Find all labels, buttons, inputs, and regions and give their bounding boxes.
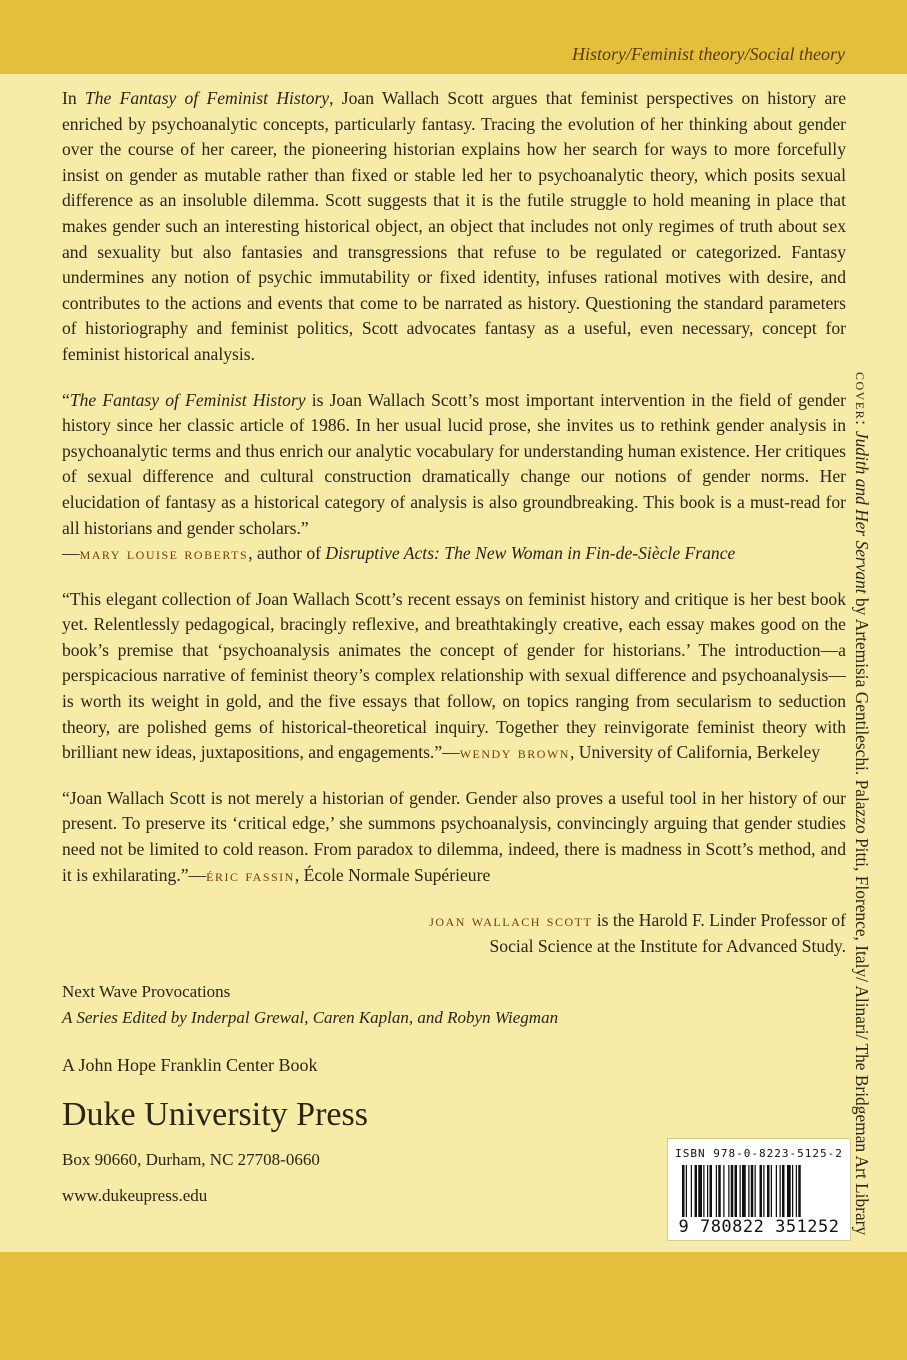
series-info: [62, 979, 846, 1031]
series-editors: A Series Edited by Inderpal Grewal, Caren Kaplan, and Robyn Wiegman: [62, 1008, 559, 1028]
barcode-bar: [686, 1165, 687, 1217]
blurb-attribution: —mary louise roberts, author of Disruptive Acts: The New Woman in Fin-de-Siècle France: [62, 543, 736, 564]
artwork-title: Judith and Her Servant: [852, 430, 872, 594]
barcode-bar: [767, 1165, 770, 1217]
isbn-text: ISBN 978-0-8223-5125-2: [675, 1147, 843, 1160]
isbn-barcode: [667, 1138, 851, 1241]
barcode-bar: [755, 1165, 756, 1217]
author-bio: joan wallach scott is the Harold F. Linder Professor of Social Science at the Institute for Advanced Study.: [429, 910, 846, 956]
barcode-bar: [742, 1165, 746, 1217]
barcode-bar: [723, 1165, 724, 1217]
book-title: The Fantasy of Feminist History: [69, 389, 306, 410]
cover-credit-label: cover:: [852, 372, 872, 427]
barcode-bar: [710, 1165, 713, 1217]
author-name: joan wallach scott: [429, 910, 593, 931]
barcode-bar: [707, 1165, 708, 1217]
series-name: Next Wave Provocations: [62, 982, 231, 1002]
publisher-address: Box 90660, Durham, NC 27708-0660: [62, 1150, 320, 1169]
book-title: The Fantasy of Feminist History: [84, 88, 330, 108]
barcode-bar: [718, 1165, 721, 1217]
barcode-bar: [731, 1165, 734, 1217]
barcode-bar: [787, 1165, 791, 1217]
publisher-name: Duke University Press: [62, 1096, 368, 1133]
barcode-bar: [703, 1165, 704, 1217]
barcode-bar: [776, 1165, 777, 1217]
barcode-bar: [735, 1165, 738, 1217]
blurb-author: mary louise roberts: [79, 543, 249, 564]
barcode-bar: [695, 1165, 698, 1217]
barcode-bar: [760, 1165, 763, 1217]
book-description: In The Fantasy of Feminist History, Joan Wallach Scott argues that feminist perspectives on history are enriched by psychoanalytic concepts, particularly fantasy. Tracing the evolution of her thinking about gender over the course of her career, the pioneering historian explains how her search for ways to more forcefully insist on gender as mutable rather than fixed or stable led her to psychoanalytic theory, which posits sexual difference as an insoluble dilemma. Scott suggests that it is the futile struggle to hold meaning in place that makes gender such an interesting historical object, an object that includes not only regimes of truth about sex and sexuality but also fantasies and transgressions that refuse to be regulated or categorized. Fantasy undermines any notion of psychic immutability or fixed identity, infuses rational motives with desire, and contributes to the actions and events that come to be narrated as history. Questioning the standard parameters of historiography and feminist politics, Scott advocates fantasy as a useful, even necessary, concept for feminist historical analysis.: [62, 88, 847, 364]
barcode-bar: [682, 1165, 685, 1217]
barcode-number: 9 780822 351252: [678, 1217, 840, 1237]
blurb-brown: “This elegant collection of Joan Wallach Scott’s recent essays on feminist history and critique is her best book yet. Relentlessly pedagogical, bracingly reflexive, and breathtakingly creative, each essay makes good on the book’s premise that ‘psychoanalysis animates the concept of gender for historians.’ The introduction—a perspicacious narrative of feminist theory’s complex relationship with sexual difference and psychoanalysis—is worth its weight in gold, and the five essays that follow, on topics ranging from secularism to seduction theory, are polished gems of historical-theoretical inquiry. Together they reinvigorate feminist theory with brilliant new ideas, juxtapositions, and engagements.”—wendy brown, University of California, Berkeley: [62, 588, 846, 763]
cited-book-title: Disruptive Acts: The New Woman in Fin-de-Siècle France: [325, 543, 736, 564]
barcode-bar: [792, 1165, 793, 1217]
center-book-label: A John Hope Franklin Center Book: [62, 1055, 318, 1076]
blurb-author: éric fassin: [206, 864, 295, 885]
barcode-bar: [740, 1165, 741, 1217]
barcode-bar: [796, 1165, 797, 1217]
barcode-bar: [771, 1165, 772, 1217]
barcode-bar: [748, 1165, 749, 1217]
barcode-bar: [728, 1165, 729, 1217]
back-cover-text: [62, 86, 846, 1208]
blurb-roberts: “The Fantasy of Feminist History is Joan Wallach Scott’s most important intervention in the field of gender history since her classic article of 1986. In her usual lucid prose, she invites us to rethink gender analysis in psychoanalytic terms and thus enrich our analytic vocabulary for understanding human existence. Her critiques of sexual difference and cultural construction dramatically change our notions of gender norms. Her elucidation of fantasy as a historical category of analysis is also groundbreaking. This book is a must-read for all historians and gender scholars.” —mary louise roberts, author of Disruptive Acts: The New Woman in Fin-de-Siècle France: [62, 388, 846, 567]
barcode-bar: [691, 1165, 692, 1217]
barcode-bar: [763, 1165, 764, 1217]
publisher-website: www.dukeupress.edu: [62, 1185, 208, 1205]
subject-category: History/Feminist theory/Social theory: [572, 44, 845, 64]
barcode-bar: [780, 1165, 781, 1217]
blurb-fassin: “Joan Wallach Scott is not merely a historian of gender. Gender also proves a useful tool in her history of our present. To preserve its ‘critical edge,’ she summons psychoanalysis, convincingly arguing that gender studies need not be limited to cold reason. From paradox to dilemma, indeed, there is madness in Scott’s method, and it is exhilarating.”—éric fassin, École Normale Supérieure: [62, 787, 846, 885]
barcode-bar: [798, 1165, 801, 1217]
barcode-bar: [716, 1165, 717, 1217]
barcode-bar: [698, 1165, 702, 1217]
cover-credit: cover: Judith and Her Servant by Artemisia Gentileschi. Palazzo Pitti, Florence, Italy/ Alinari/ The Bridgeman Art Library: [852, 372, 872, 1236]
bottom-color-band: [0, 1252, 907, 1360]
blurb-author: wendy brown: [459, 742, 570, 763]
barcode-bar: [751, 1165, 754, 1217]
barcode-bars: [682, 1165, 842, 1217]
barcode-bar: [782, 1165, 785, 1217]
